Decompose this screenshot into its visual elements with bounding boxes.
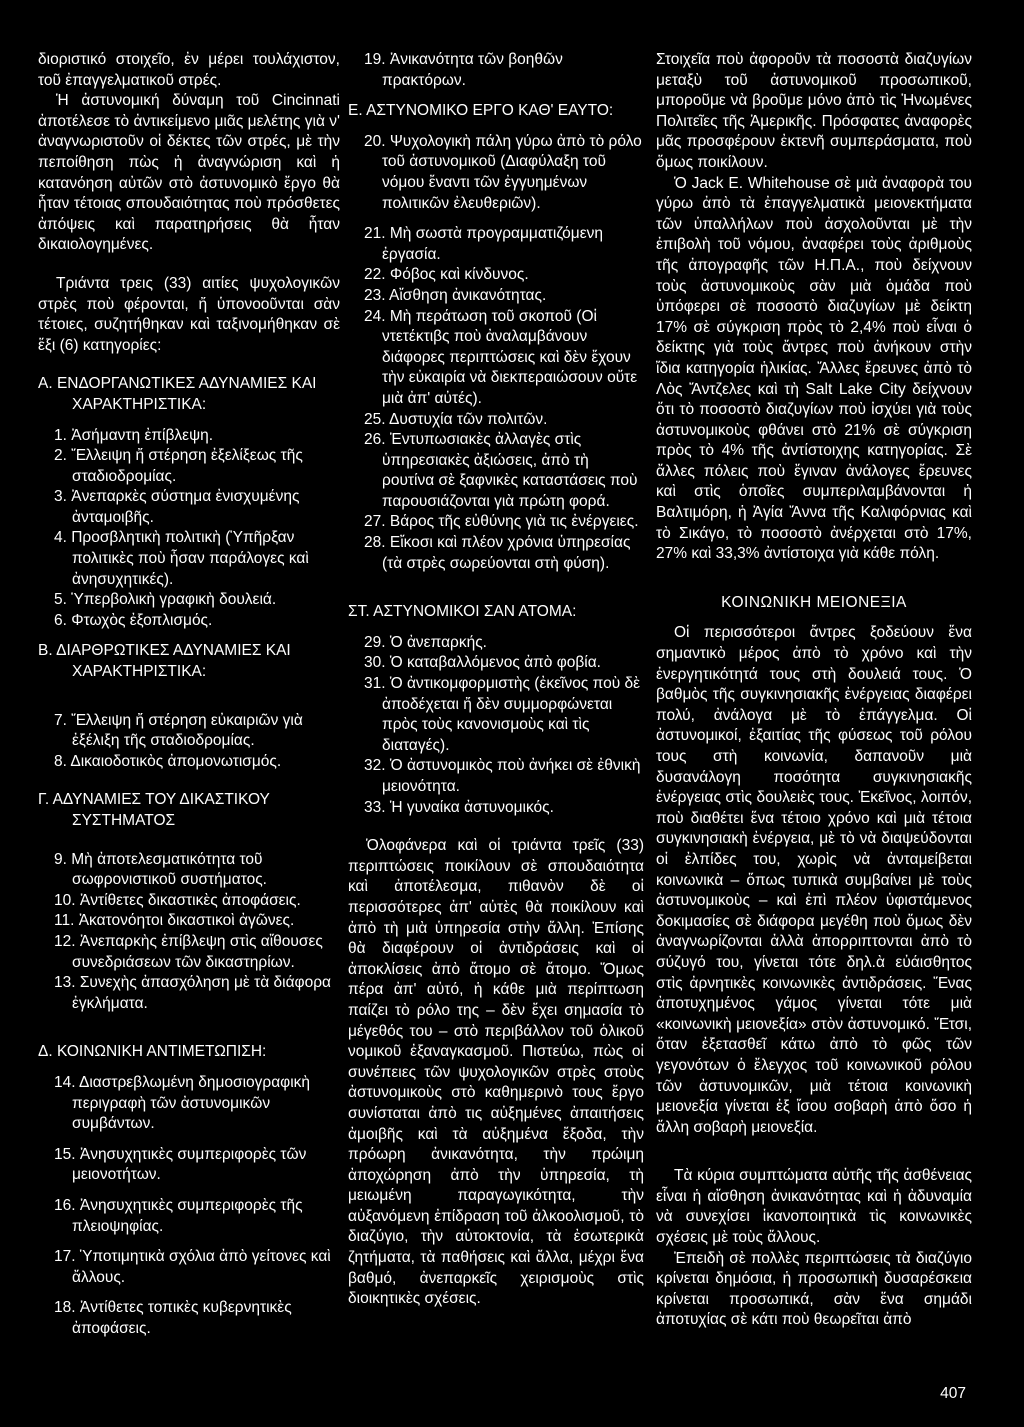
list-item: 33. Ἡ γυναίκα ἀστυνομικός. (364, 798, 554, 816)
list-item: 17. Ὑποτιμητικὰ σχόλια ἀπὸ γείτονες καὶ ἄλλους. (54, 1248, 331, 1286)
list-item: 27. Βάρος τῆς εὐθύνης γιὰ τις ἐνέργειες. (364, 513, 639, 531)
list-item: 12. Ἀνεπαρκὴς ἐπίβλεψη στὶς αἴθουσες συνεδριάσεων τῶν δικαστηρίων. (54, 932, 323, 971)
list-item: 7. Ἔλλειψη ἤ στέρηση εὐκαιριῶν γιὰ ἐξέλιξη τῆς σταδιοδρομίας. (54, 711, 303, 750)
paragraph: Τὰ κύρια συμπτώματα αὐτῆς τῆς ἀσθένειας εἶναι ἡ αἴσθηση ἀνικανότητας καὶ ἡ ἀδυναμία νὰ συνεχίσει ἱκανοποιητικὰ τὶς κοινωνικὲς σχέσεις μὲ τοὺς ἄλλους. (656, 1167, 972, 1247)
section-heading: Γ. ΑΔΥΝΑΜΙΕΣ ΤΟΥ ΔΙΚΑΣΤΙΚΟΥ ΣΥΣΤΗΜΑΤΟΣ (38, 791, 270, 829)
list-item: 16. Ἀνησυχητικὲς συμπεριφορὲς τῆς πλειοψηφίας. (54, 1196, 303, 1235)
paragraph: Ὁ Jack E. Whitehouse σὲ μιὰ ἀναφορὰ του γύρω ἀπὸ τὰ ἐπαγγελματικὰ μειονεκτήματα τῶν ὑπαλλήλων ποὺ ἀσχολοῦνται μὲ τὴν ἐπιβολὴ τοῦ νόμου, ἀναφέρει τοὺς ἀριθμοὺς τῆς ἀπογραφῆς τῶν Η.Π.Α., ποὺ δείχνουν τοὺς ἀστυνομικοὺς σὰν μιὰ ὁμάδα ποὺ ὑπόφερει σὲ ποσοστὸ διαζυγίων μὲ δείκτη 17% σὲ σύγκριση πρὸς τὸ 2,4% ποὺ εἶναι ὁ δείκτης γιὰ τοὺς ἄντρες ποὺ ἀνήκουν στὴν ἴδια κατηγορία ἡλικίας. Ἄλλες ἔρευνες ἀπὸ τὸ Λὸς Ἄντζελες καὶ τὴ Salt Lake City δείχνουν ὅτι τὸ ποσοστὸ διαζυγίων ποὺ ἰσχύει γιὰ τοὺς ἀστυνομικοὺς φθάνει στὸ 21% σὲ σύγκριση πρὸς τὸ 4% τῆς ἀντίστοιχης κατηγορίας. Σὲ ἄλλες πόλεις ποὺ ἔγιναν ἀνάλογες ἔρευνες καὶ στὶς ὁποῖες συμπεριλαμβάνονται ἡ Βαλτιμόρη, ἡ Ἁγία Ἄννα τῆς Καλιφόρνιας καὶ τὸ Σικάγο, τὸ ποσοστὸ ἀνέρχεται στὸ 17%, 27% καὶ 33,3% ἀντίστοιχα γιὰ κάθε πόλη. (656, 174, 972, 563)
list-item: 25. Δυστυχία τῶν πολιτῶν. (364, 410, 548, 428)
section-heading: ΣΤ. ΑΣΤΥΝΟΜΙΚΟΙ ΣΑΝ ΑΤΟΜΑ: (348, 603, 577, 621)
list-item: 19. Ἀνικανότητα τῶν βοηθῶν πρακτόρων. (364, 51, 563, 89)
paragraph: Ἡ ἀστυνομική δύναμη τοῦ Cincinnati ἀποτέλεσε τὸ ἀντικείμενο μιᾶς μελέτης γιὰ ν' ἀναγνωριστοῦν οἱ δέκτες τῶν στρές, μὲ τὴν πεποίθηση πὼς ἡ ἀναγνώριση καὶ ἡ κατανόηση αὐτῶν στὸ ἀστυνομικὸ ἔργο θὰ ἦταν τέτοιας σπουδαιότητας ποὺ πρόσθετες ἀπόψεις καὶ παρατηρήσεις θὰ ἦταν δικαιολογημένες. (38, 92, 340, 254)
paragraph: διοριστικό στοιχεῖο, ἐν μέρει τουλάχιστον, τοῦ ἐπαγγελματικοῦ στρές. (38, 51, 340, 89)
list-item: 13. Συνεχὴς ἀπασχόληση μὲ τὰ διάφορα ἐγκλήματα. (54, 974, 331, 1012)
column-left (38, 50, 340, 1339)
list-item: 1. Ἀσήμαντη ἐπίβλεψη. (54, 426, 214, 444)
list-item: 24. Μὴ περάτωση τοῦ σκοποῦ (Οἱ ντετέκτιβς ποὺ ἀναλαμβάνουν διάφορες περιπτώσεις καὶ δὲν ἔχουν τὴν εὐκαιρία νὰ διεκπεραιώσουν οὔτε μιὰ ἀπ' αὐτές). (364, 307, 638, 407)
paragraph: Τριάντα τρεις (33) αιτίες ψυχολογικῶν στρὲς ποὺ φέρονται, ἤ ὑπονοοῦνται σὰν τέτοιες, συζητήθηκαν καὶ ταξινομήθηκαν σὲ ἕξι (6) κατηγορίες: (38, 274, 340, 354)
section-heading: Β. ΔΙΑΡΘΡΩΤΙΚΕΣ ΑΔΥΝΑΜΙΕΣ ΚΑΙ ΧΑΡΑΚΤΗΡΙΣΤΙΚΑ: (38, 642, 291, 681)
list-item: 15. Ἀνησυχητικὲς συμπεριφορὲς τῶν μειονοτήτων. (54, 1145, 307, 1184)
list-item: 9. Μὴ ἀποτελεσματικότητα τοῦ σωφρονιστικοῦ συστήματος. (54, 850, 267, 889)
list-item: 5. Ὑπερβολικὴ γραφικὴ δουλειά. (54, 591, 277, 609)
page-number: 407 (940, 1385, 966, 1403)
list-item: 10. Ἀντίθετες δικαστικὲς ἀποφάσεις. (54, 891, 301, 909)
section-heading: Δ. ΚΟΙΝΩΝΙΚΗ ΑΝΤΙΜΕΤΩΠΙΣΗ: (38, 1043, 267, 1061)
list-item: 6. Φτωχὸς ἐξοπλισμός. (54, 611, 213, 629)
list-item: 8. Δικαιοδοτικὸς ἀπομονωτισμός. (54, 752, 282, 770)
list-item: 30. Ὁ καταβαλλόμενος ἀπὸ φοβία. (364, 654, 601, 672)
list-item: 29. Ὁ ἀνεπαρκής. (364, 633, 487, 651)
column-middle (348, 50, 644, 1310)
section-heading: Ε. ΑΣΤΥΝΟΜΙΚΟ ΕΡΓΟ ΚΑΘ' ΕΑΥΤΟ: (348, 102, 614, 120)
list-item: 20. Ψυχολογικὴ πάλη γύρω ἀπὸ τὸ ρόλο τοῦ ἀστυνομικοῦ (Διαφύλαξη τοῦ νόμου ἔναντι τῶν ἐγγυημένων πολιτικῶν ἐλευθεριῶν). (364, 132, 642, 212)
list-item: 32. Ὁ ἀστυνομικὸς ποὺ ἀνήκει σὲ ἐθνικὴ μειονότητα. (364, 757, 641, 795)
paragraph: Ἐπειδὴ σὲ πολλὲς περιπτώσεις τὰ διαζύγιο κρίνεται δημόσια, ἡ προσωπικὴ δυσαρέσκεια κρίνεται προσωπικά, σὰν ἕνα σημάδι ἀποτυχίας σὲ κάτι ποὺ θεωρεῖται ἀπὸ (656, 1249, 972, 1329)
section-heading: Α. ΕΝΔΟΡΓΑΝΩΤΙΚΕΣ ΑΔΥΝΑΜΙΕΣ ΚΑΙ ΧΑΡΑΚΤΗΡΙΣΤΙΚΑ: (38, 375, 317, 413)
paragraph: Οἱ περισσότεροι ἄντρες ξοδεύουν ἕνα σημαντικὸ μέρος ἀπὸ τὸ χρόνο καὶ τὴν ἐνεργητικότητά τους στὴ δουλειά τους. Ὁ βαθμὸς τῆς συγκινησιακῆς ἐνέργειας διαφέρει πολύ, ἀνάλογα μὲ τὸ ἐπάγγελμα. Οἱ ἀστυνομικοί, ἐξαιτίας τῆς φύσεως τοῦ ρόλου τους στὴ κοινωνία, δαπανοῦν μιὰ δυσανάλογη ποσότητα συγκινησιακῆς ἐνέργειας στὶς δουλειὲς τους. Ἐκεῖνος, λοιπόν, ποὺ διαθέτει ἕνα τέτοιο χρόνο καὶ μιὰ τέτοια συγκινησιακὴ ἐνέργεια, μὲ τὸ νὰ διαψεύδονται οἱ ἐλπίδες του, χωρὶς νὰ ἀνταμείβεται κοινωνικὰ – ὅπως τυπικὰ συμβαίνει μὲ τοὺς ἀστυνομικοὺς – καὶ ἐπὶ πλέον ὑφιστάμενος δοκιμασίες σὲ διάφορα μεγέθη ποὺ ὅμως δὲν ἀναγνωρίζονται ἀλλὰ ἀπορριπτονται ἀπὸ τὸ σύζυγό του, γίνεται τότε δηλ.ὰ εὐάισθητος στὶς ἀρνητικὲς κοινωνικὲς ἀντιδράσεις. Ἕνας ἀποτυχημένος γάμος γίνεται τότε μιὰ «κοινωνικὴ μειονεξία» στὸν ἀστυνομικό. Ἔτσι, ὅταν ἐξετασθεῖ κάτω ἀπὸ τὸ φῶς τῶν γεγονότων ὁ ἔλεγχος τοῦ κοινωνικοῦ ρόλου τῶν ἀστυνομικῶν, μιὰ τέτοια κοινωνικὴ μειονεξία γίνεται ἐξ ἴσου σοβαρὴ ἀπὸ ὅσο ἡ ἄλλη σοβαρὴ μειονεξία. (656, 624, 972, 1136)
list-item: 26. Ἐντυπωσιακὲς ἀλλαγὲς στὶς ὑπηρεσιακὲς ἀξιώσεις, ἀπὸ τὴ ρουτίνα σὲ ξαφνικὲς καταστάσεις ποὺ παρουσιάζονται γιὰ πρώτη φορά. (364, 431, 638, 510)
list-item: 14. Διαστρεβλωμένη δημοσιογραφικὴ περιγραφὴ τῶν ἀστυνομικῶν συμβάντων. (54, 1073, 311, 1133)
list-item: 21. Μὴ σωστὰ προγραμματιζόμενη ἐργασία. (364, 225, 603, 263)
list-item: 2. Ἔλλειψη ἤ στέρηση ἐξελίξεως τῆς σταδιοδρομίας. (54, 447, 303, 485)
list-item: 18. Ἀντίθετες τοπικὲς κυβερνητικὲς ἀποφάσεις. (54, 1299, 292, 1337)
list-item: 4. Προσβλητικὴ πολιτικὴ (Ὑπῆρξαν πολιτικὲς ποὺ ἦσαν παράλογες καὶ ἀνησυχητικές). (54, 529, 309, 588)
paragraph: Στοιχεῖα ποὺ ἀφοροῦν τὰ ποσοστὰ διαζυγίων μεταξὺ τοῦ ἀστυνομικοῦ προσωπικοῦ, μποροῦμε νὰ βροῦμε μόνο ἀπὸ τὶς Ἡνωμένες Πολιτεῖες τῆς Ἀμερικῆς. Πρόσφατες ἀναφορὲς μᾶς προσφέρουν ἐκτενῆ συμπεράσματα, ποὺ ὅμως ποικίλουν. (656, 51, 972, 171)
column-right (656, 50, 972, 1331)
list-item: 11. Ἀκατονόητοι δικαστικοὶ ἀγῶνες. (54, 912, 295, 930)
list-item: 3. Ἀνεπαρκὲς σύστημα ἐνισχυμένης ἀνταμοιβῆς. (54, 488, 300, 526)
list-item: 31. Ὁ ἀντικομφορμιστὴς (ἐκεῖνος ποὺ δὲ ἀποδέχεται ἤ δὲν συμμορφώνεται πρὸς τοὺς κανονισμοὺς καὶ τὶς διαταγές). (364, 675, 641, 754)
paragraph: Ὁλοφάνερα καὶ οἱ τριάντα τρεῖς (33) περιπτώσεις ποικίλουν σὲ σπουδαιότητα καὶ ἀποτέλεσμα, πιθανὸν δὲ οἱ περισσότερες ἀπ' αὐτὲς θὰ ποικίλουν καὶ ἀπὸ τὴ μιὰ ὑπηρεσία στὴν ἄλλη. Ἐπίσης θὰ διαφέρουν οἱ ἀντιδράσεις καὶ οἱ ἀποκλίσεις ἀπὸ ἄτομο σὲ ἄτομο. Ὅμως πέρα ἀπ' αὐτό, ἡ κάθε μιὰ περίπτωση παίζει τὸ ρόλο της – δὲν ἔχει σημασία τὸ μέγεθός του – στὸ περιβάλλον τοῦ ὁλικοῦ νομικοῦ ἐξαναγκασμοῦ. Πιστεύω, πὼς οἱ συνέπειες τῶν ψυχολογικῶν στρὲς στοὺς ἀστυνομικοὺς στὸ καθημερινὸ τους ἔργο συνίσταται ἀπὸ τις αὐξημένες ἀπαιτήσεις ἀμοιβῆς καὶ τὰ αὐξημένα ἔξοδα, τὴν πρόωρη ἀνικανότητα, τὴν πρώιμη ἀποχώρηση ἀπὸ τὴν ὑπηρεσία, τὴ μειωμένη παραγωγικότητα, τὴν αὐξανόμενη ἐπίδραση τοῦ ἀλκοολισμοῦ, τὸ διαζύγιο, τὴν αὐτοκτονία, τὰ ἐσωτερικὰ ζητήματα, τὰ παθήσεις καὶ ἄλλα, μέχρι ἕνα βαθμό, ἀνεπαρκεῖς χειρισμοὺς στὶς διοικητικὲς σχέσεις. (348, 837, 644, 1308)
list-item: 23. Αἴσθηση ἀνικανότητας. (364, 286, 547, 304)
section-heading: ΚΟΙΝΩΝΙΚΗ ΜΕΙΟΝΕΞΙΑ (721, 593, 907, 611)
list-item: 28. Εἴκοσι καὶ πλέον χρόνια ὑπηρεσίας (τὰ στρὲς σωρεύονται στὴ φύση). (364, 534, 631, 572)
list-item: 22. Φόβος καὶ κίνδυνος. (364, 266, 529, 284)
